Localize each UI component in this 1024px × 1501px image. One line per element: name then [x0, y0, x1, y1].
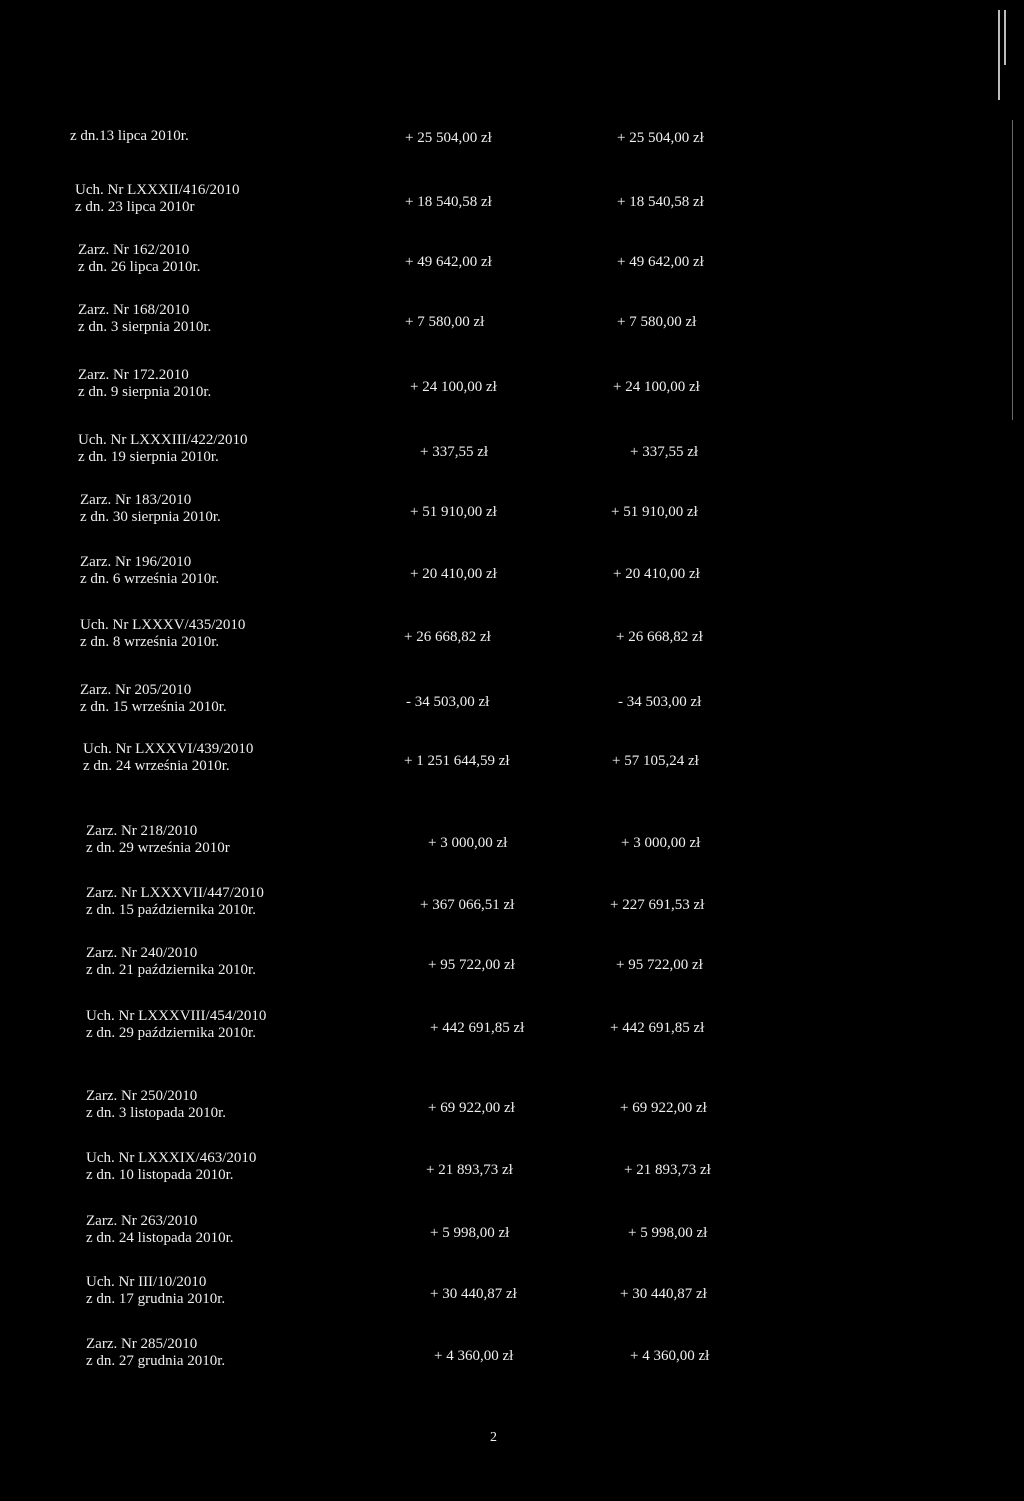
entry-date: z dn. 19 sierpnia 2010r.: [78, 449, 219, 465]
entry-total-amount: + 4 360,00 zł: [630, 1348, 710, 1364]
entry-change-amount: + 4 360,00 zł: [434, 1348, 514, 1364]
budget-change-entry: [0, 302, 1024, 352]
budget-change-entry: [0, 432, 1024, 482]
entry-change-amount: - 34 503,00 zł: [406, 694, 490, 710]
entry-date: z dn. 15 października 2010r.: [86, 902, 256, 918]
budget-change-entry: [0, 823, 1024, 873]
budget-change-entry: [0, 1274, 1024, 1324]
entry-date: z dn. 24 września 2010r.: [83, 758, 230, 774]
entry-reference: [80, 617, 245, 651]
entry-title: Zarz. Nr 205/2010: [80, 682, 192, 698]
entry-reference: [86, 945, 256, 979]
budget-change-entry: [0, 492, 1024, 542]
entry-change-amount: + 26 668,82 zł: [404, 629, 491, 645]
entry-title: Zarz. Nr 240/2010: [86, 945, 198, 961]
entry-reference: [70, 128, 189, 145]
entry-date: z dn. 26 lipca 2010r.: [78, 259, 201, 275]
entry-date: z dn. 23 lipca 2010r: [75, 199, 195, 215]
entry-title: Uch. Nr LXXXIII/422/2010: [78, 432, 248, 448]
entry-change-amount: + 24 100,00 zł: [410, 379, 497, 395]
entry-date: z dn. 9 sierpnia 2010r.: [78, 384, 212, 400]
entry-change-amount: + 20 410,00 zł: [410, 566, 497, 582]
budget-change-entry: [0, 1088, 1024, 1138]
entry-total-amount: + 25 504,00 zł: [617, 130, 704, 146]
entry-change-amount: + 69 922,00 zł: [428, 1100, 515, 1116]
entry-change-amount: + 7 580,00 zł: [405, 314, 485, 330]
entry-date: z dn.13 lipca 2010r.: [70, 128, 189, 144]
entry-title: Uch. Nr III/10/2010: [86, 1274, 207, 1290]
entry-change-amount: + 367 066,51 zł: [420, 897, 515, 913]
entry-date: z dn. 30 sierpnia 2010r.: [80, 509, 221, 525]
page-number: 2: [490, 1430, 497, 1445]
entry-change-amount: + 1 251 644,59 zł: [404, 753, 510, 769]
entry-change-amount: + 95 722,00 zł: [428, 957, 515, 973]
entry-title: Zarz. Nr 218/2010: [86, 823, 198, 839]
entry-change-amount: + 49 642,00 zł: [405, 254, 492, 270]
entry-title: Zarz. Nr 196/2010: [80, 554, 192, 570]
entry-total-amount: + 442 691,85 zł: [610, 1020, 705, 1036]
budget-change-entry: [0, 682, 1024, 732]
entry-reference: [86, 1336, 225, 1370]
entry-date: z dn. 8 września 2010r.: [80, 634, 220, 650]
entry-total-amount: + 30 440,87 zł: [620, 1286, 707, 1302]
entry-reference: [83, 741, 253, 775]
entry-total-amount: + 21 893,73 zł: [624, 1162, 711, 1178]
budget-change-entry: [0, 945, 1024, 995]
entry-title: Uch. Nr LXXXII/416/2010: [75, 182, 240, 198]
entry-date: z dn. 3 sierpnia 2010r.: [78, 319, 212, 335]
entry-title: Zarz. Nr 183/2010: [80, 492, 192, 508]
budget-change-entry: [0, 128, 1024, 178]
entry-total-amount: + 24 100,00 zł: [613, 379, 700, 395]
entry-reference: [86, 1088, 226, 1122]
entry-change-amount: + 30 440,87 zł: [430, 1286, 517, 1302]
entry-date: z dn. 29 września 2010r: [86, 840, 230, 856]
budget-change-entry: [0, 1150, 1024, 1200]
budget-change-entry: [0, 885, 1024, 935]
entry-reference: [78, 242, 200, 276]
scan-edge-line: [998, 10, 1000, 100]
entry-reference: [80, 492, 221, 526]
entry-title: Zarz. Nr 162/2010: [78, 242, 190, 258]
entry-date: z dn. 27 grudnia 2010r.: [86, 1353, 226, 1369]
entry-reference: [80, 554, 219, 588]
entry-total-amount: + 69 922,00 zł: [620, 1100, 707, 1116]
entry-title: Zarz. Nr 263/2010: [86, 1213, 198, 1229]
entry-reference: [86, 823, 230, 857]
entry-title: Uch. Nr LXXXVI/439/2010: [83, 741, 254, 757]
entry-title: Zarz. Nr 285/2010: [86, 1336, 198, 1352]
entry-reference: [75, 182, 240, 216]
entry-total-amount: + 57 105,24 zł: [612, 753, 699, 769]
entry-date: z dn. 6 września 2010r.: [80, 571, 220, 587]
entry-total-amount: + 227 691,53 zł: [610, 897, 705, 913]
entry-reference: [86, 1150, 256, 1184]
entry-reference: [78, 302, 211, 336]
entry-reference: [86, 1213, 233, 1247]
budget-change-entry: [0, 617, 1024, 667]
budget-change-entry: [0, 554, 1024, 604]
entry-change-amount: + 5 998,00 zł: [430, 1225, 510, 1241]
entry-title: Zarz. Nr LXXXVII/447/2010: [86, 885, 264, 901]
entry-total-amount: + 49 642,00 zł: [617, 254, 704, 270]
scan-edge-line: [1004, 10, 1006, 65]
entry-change-amount: + 25 504,00 zł: [405, 130, 492, 146]
entry-total-amount: - 34 503,00 zł: [618, 694, 702, 710]
entry-total-amount: + 3 000,00 zł: [621, 835, 701, 851]
entry-title: Zarz. Nr 250/2010: [86, 1088, 198, 1104]
entry-change-amount: + 18 540,58 zł: [405, 194, 492, 210]
budget-change-entry: [0, 1213, 1024, 1263]
budget-change-entry: [0, 741, 1024, 791]
entry-total-amount: + 95 722,00 zł: [616, 957, 703, 973]
entry-title: Zarz. Nr 172.2010: [78, 367, 189, 383]
entry-reference: [86, 885, 264, 919]
entry-date: z dn. 3 listopada 2010r.: [86, 1105, 226, 1121]
entry-date: z dn. 29 października 2010r.: [86, 1025, 256, 1041]
entry-reference: [86, 1008, 266, 1042]
entry-date: z dn. 17 grudnia 2010r.: [86, 1291, 226, 1307]
entry-date: z dn. 24 listopada 2010r.: [86, 1230, 234, 1246]
entry-change-amount: + 3 000,00 zł: [428, 835, 508, 851]
budget-change-entry: [0, 1008, 1024, 1058]
budget-change-entry: [0, 367, 1024, 417]
entry-title: Zarz. Nr 168/2010: [78, 302, 190, 318]
entry-total-amount: + 5 998,00 zł: [628, 1225, 708, 1241]
entry-title: Uch. Nr LXXXIX/463/2010: [86, 1150, 257, 1166]
entry-date: z dn. 10 listopada 2010r.: [86, 1167, 234, 1183]
budget-change-entry: [0, 1336, 1024, 1386]
entry-title: Uch. Nr LXXXVIII/454/2010: [86, 1008, 267, 1024]
entry-total-amount: + 18 540,58 zł: [617, 194, 704, 210]
budget-change-entry: [0, 182, 1024, 232]
budget-change-entry: [0, 242, 1024, 292]
header-artifact: [10, 2, 340, 16]
entry-reference: [78, 432, 248, 466]
entry-change-amount: + 51 910,00 zł: [410, 504, 497, 520]
entry-reference: [86, 1274, 225, 1308]
entry-change-amount: + 21 893,73 zł: [426, 1162, 513, 1178]
entry-change-amount: + 442 691,85 zł: [430, 1020, 525, 1036]
entry-date: z dn. 15 września 2010r.: [80, 699, 227, 715]
entry-title: Uch. Nr LXXXV/435/2010: [80, 617, 246, 633]
entry-total-amount: + 7 580,00 zł: [617, 314, 697, 330]
entry-total-amount: + 20 410,00 zł: [613, 566, 700, 582]
entry-reference: [78, 367, 211, 401]
entry-reference: [80, 682, 227, 716]
entry-date: z dn. 21 października 2010r.: [86, 962, 256, 978]
entry-total-amount: + 337,55 zł: [630, 444, 699, 460]
entry-total-amount: + 51 910,00 zł: [611, 504, 698, 520]
entry-change-amount: + 337,55 zł: [420, 444, 489, 460]
entry-total-amount: + 26 668,82 zł: [616, 629, 703, 645]
